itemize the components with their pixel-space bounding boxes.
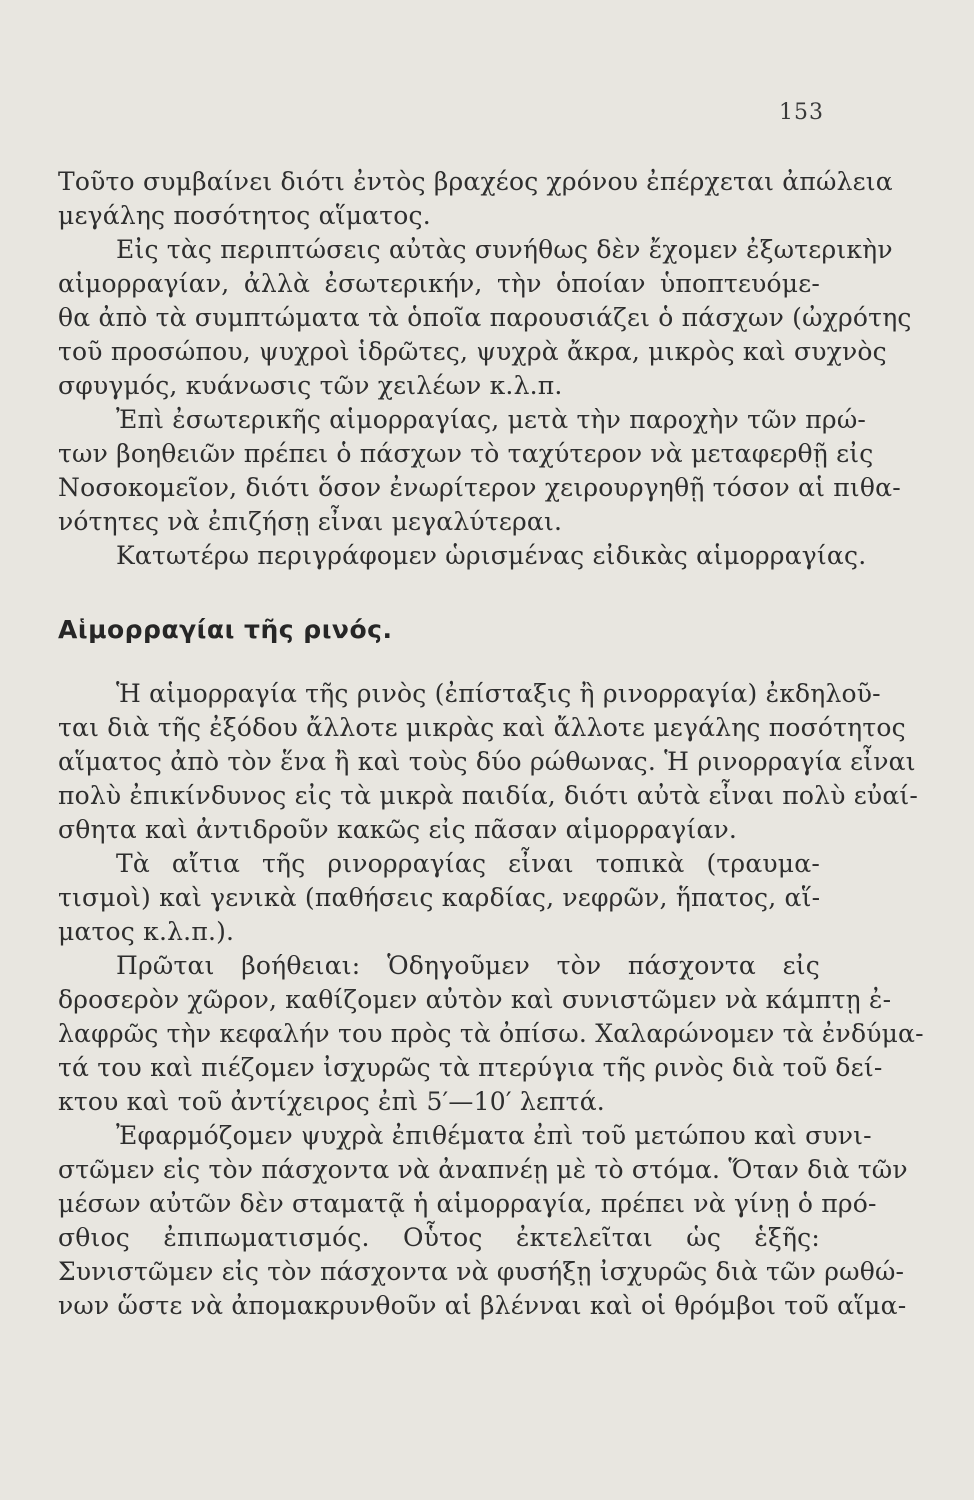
text-line: στῶμεν εἰς τὸν πάσχοντα νὰ ἀναπνέῃ μὲ τὸ στόμα. Ὅταν διὰ τῶν [58,1155,908,1184]
text-line: πολὺ ἐπικίνδυνος εἰς τὰ μικρὰ παιδία, διότι αὐτὰ εἶναι πολὺ εὐαί- [58,781,919,810]
text-line: ματος κ.λ.π.). [58,917,235,946]
text-line: Κατωτέρω περιγράφομεν ὡρισμένας εἰδικὰς αἱμορραγίας. [116,541,867,570]
text-line: ται διὰ τῆς ἐξόδου ἄλλοτε μικρὰς καὶ ἄλλοτε μεγάλης ποσότητος [58,713,906,742]
text-line: δροσερὸν χῶρον, καθίζομεν αὐτὸν καὶ συνιστῶμεν νὰ κάμπτῃ ἐ- [58,985,892,1014]
text-line: νότητες νὰ ἐπιζήσῃ εἶναι μεγαλύτεραι. [58,507,563,536]
text-line: Τοῦτο συμβαίνει διότι ἐντὸς βραχέος χρόνου ἐπέρχεται ἀπώλεια [58,167,893,196]
text-line: τά του καὶ πιέζομεν ἰσχυρῶς τὰ πτερύγια τῆς ρινὸς διὰ τοῦ δεί- [58,1053,883,1082]
text-line: σφυγμός, κυάνωσις τῶν χειλέων κ.λ.π. [58,371,563,400]
text-line: Εἰς τὰς περιπτώσεις αὐτὰς συνήθως δὲν ἔχομεν ἐξωτερικὴν [116,235,893,264]
text-line: τισμοὶ) καὶ γενικὰ (παθήσεις καρδίας, νεφρῶν, ἥπατος, αἵ- [58,883,821,912]
text-line: Ἐπὶ ἐσωτερικῆς αἱμορραγίας, μετὰ τὴν παροχὴν τῶν πρώ- [116,405,867,434]
text-line: σθιος ἐπιπωματισμός. Οὗτος ἐκτελεῖται ὡς ἑξῆς: [58,1223,820,1252]
section-heading: Αἱμορραγίαι τῆς ρινός. [58,615,393,644]
text-line: Νοσοκομεῖον, διότι ὅσον ἐνωρίτερον χειρουργηθῇ τόσον αἱ πιθα- [58,473,901,502]
text-line: λαφρῶς τὴν κεφαλήν του πρὸς τὰ ὀπίσω. Χαλαρώνομεν τὰ ἐνδύμα- [58,1019,924,1048]
text-line: Συνιστῶμεν εἰς τὸν πάσχοντα νὰ φυσήξῃ ἰσχυρῶς διὰ τῶν ρωθώ- [58,1257,905,1286]
text-line: μέσων αὐτῶν δὲν σταματᾷ ἡ αἱμορραγία, πρέπει νὰ γίνῃ ὁ πρό- [58,1189,877,1218]
text-line: αἱμορραγίαν, ἀλλὰ ἐσωτερικήν, τὴν ὁποίαν ὑποπτευόμε- [58,269,820,298]
text-line: Ἡ αἱμορραγία τῆς ρινὸς (ἐπίσταξις ἢ ρινορραγία) ἐκδηλοῦ- [116,679,881,708]
body-text [58,165,924,1323]
text-line: αἵματος ἀπὸ τὸν ἕνα ἢ καὶ τοὺς δύο ρώθωνας. Ἡ ρινορραγία εἶναι [58,747,916,776]
text-line: κτου καὶ τοῦ ἀντίχειρος ἐπὶ 5′—10′ λεπτά. [58,1087,605,1116]
text-line: θα ἀπὸ τὰ συμπτώματα τὰ ὁποῖα παρουσιάζει ὁ πάσχων (ὠχρότης [58,303,912,332]
text-line: Ἐφαρμόζομεν ψυχρὰ ἐπιθέματα ἐπὶ τοῦ μετώπου καὶ συνι- [116,1121,872,1150]
page-number: 153 [779,100,824,125]
text-line: μεγάλης ποσότητος αἵματος. [58,201,431,230]
text-line: σθητα καὶ ἀντιδροῦν κακῶς εἰς πᾶσαν αἱμορραγίαν. [58,815,738,844]
text-line: τοῦ προσώπου, ψυχροὶ ἱδρῶτες, ψυχρὰ ἄκρα, μικρὸς καὶ συχνὸς [58,337,887,366]
text-line: των βοηθειῶν πρέπει ὁ πάσχων τὸ ταχύτερον νὰ μεταφερθῇ εἰς [58,439,874,468]
text-line: νων ὥστε νὰ ἀπομακρυνθοῦν αἱ βλένναι καὶ οἱ θρόμβοι τοῦ αἵμα- [58,1291,907,1320]
text-line: Τὰ αἴτια τῆς ρινορραγίας εἶναι τοπικὰ (τραυμα- [116,849,820,878]
text-line: Πρῶται βοήθειαι: Ὁδηγοῦμεν τὸν πάσχοντα εἰς [116,951,820,980]
